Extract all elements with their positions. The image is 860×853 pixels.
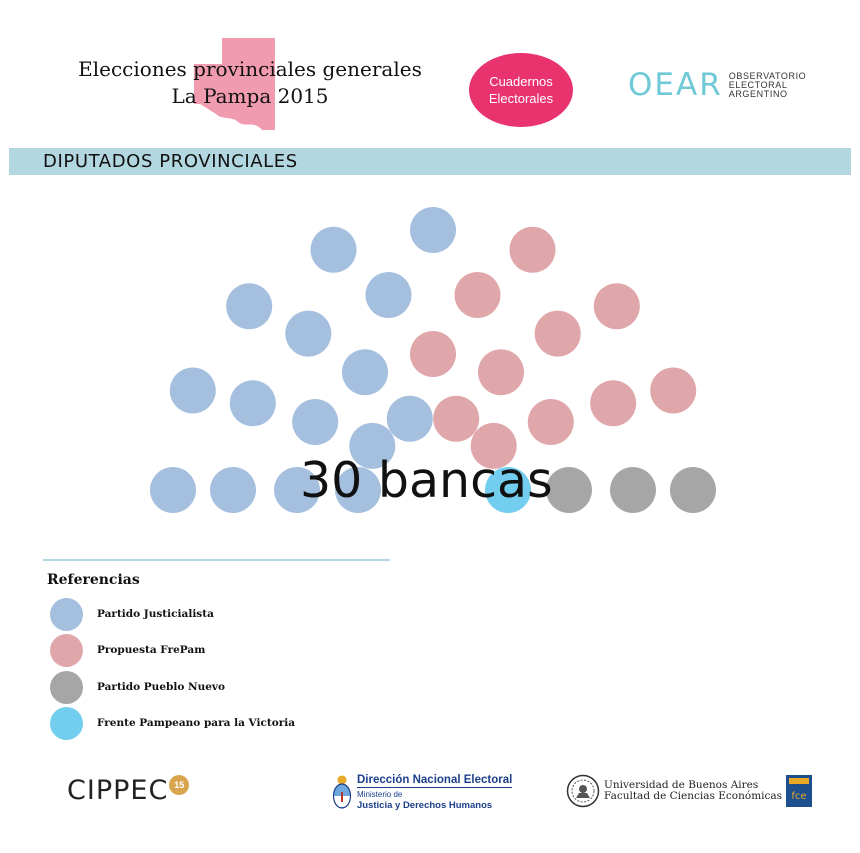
seat-partido-justicialista <box>210 467 256 513</box>
badge-line-1: Cuadernos <box>489 74 553 89</box>
uba-university: Universidad de Buenos Aires <box>604 779 759 791</box>
oear-line-1: OBSERVATORIO <box>728 70 807 81</box>
oear-logo <box>628 68 806 102</box>
legend-divider <box>43 559 390 561</box>
seat-propuesta-frepam <box>510 227 556 273</box>
seat-partido-justicialista <box>342 349 388 395</box>
fce-logo-icon <box>786 775 812 807</box>
legend-swatch <box>50 634 83 667</box>
legend-label: Partido Justicialista <box>97 608 214 620</box>
seat-partido-justicialista <box>230 380 276 426</box>
seat-partido-justicialista <box>170 368 216 414</box>
seat-partido-pueblo-nuevo <box>546 467 592 513</box>
legend-item-frente-pampeano <box>50 706 295 740</box>
seat-propuesta-frepam <box>433 396 479 442</box>
legend-label: Partido Pueblo Nuevo <box>97 681 226 693</box>
seat-propuesta-frepam <box>650 368 696 414</box>
oear-wordmark <box>729 72 807 99</box>
seat-propuesta-frepam <box>528 399 574 445</box>
seat-partido-justicialista <box>285 311 331 357</box>
title-line-2: La Pampa 2015 <box>171 84 329 108</box>
legend-item-partido-pueblo-nuevo <box>50 670 225 704</box>
seat-partido-justicialista <box>410 207 456 253</box>
title-line-1: Elecciones provinciales generales <box>78 57 422 81</box>
legend-label: Frente Pampeano para la Victoria <box>97 717 296 729</box>
dne-title: Dirección Nacional Electoral <box>357 774 513 786</box>
seat-propuesta-frepam <box>535 311 581 357</box>
dne-text <box>357 773 512 811</box>
legend-title: Referencias <box>47 572 140 588</box>
seat-partido-pueblo-nuevo <box>610 467 656 513</box>
uba-text <box>604 780 782 802</box>
oear-line-2: ELECTORAL <box>728 79 788 90</box>
legend-swatch <box>50 707 83 740</box>
badge-line-2: Electorales <box>488 91 554 106</box>
seat-partido-justicialista <box>311 227 357 273</box>
cippec-logo <box>67 773 189 809</box>
seat-propuesta-frepam <box>594 283 640 329</box>
cuadernos-electorales-badge <box>469 53 573 127</box>
seat-partido-justicialista <box>366 272 412 318</box>
dne-ministry-name: Justicia y Derechos Humanos <box>357 800 493 811</box>
seat-propuesta-frepam <box>455 272 501 318</box>
seat-partido-justicialista <box>292 399 338 445</box>
uba-faculty: Facultad de Ciencias Económicas <box>604 790 783 802</box>
page-title <box>60 56 440 110</box>
legend-label: Propuesta FrePam <box>97 644 206 656</box>
oear-line-3: ARGENTINO <box>728 88 788 99</box>
cippec-wordmark: CIPPEC <box>67 775 169 806</box>
legend-swatch <box>50 598 83 631</box>
seat-partido-justicialista <box>150 467 196 513</box>
uba-fce-logo <box>566 774 812 808</box>
section-title: DIPUTADOS PROVINCIALES <box>43 151 298 172</box>
seat-partido-pueblo-nuevo <box>670 467 716 513</box>
oear-mark: OEAR <box>628 67 723 103</box>
seat-propuesta-frepam <box>590 380 636 426</box>
fce-text: fce <box>791 791 807 802</box>
section-banner <box>9 148 851 175</box>
dne-ministry-label: Ministerio de <box>357 790 403 799</box>
legend-item-propuesta-frepam <box>50 633 205 667</box>
seat-propuesta-frepam <box>478 349 524 395</box>
uba-seal-icon <box>566 774 600 808</box>
direccion-nacional-electoral-logo <box>332 773 512 811</box>
seat-partido-justicialista <box>226 283 272 329</box>
total-seats-label: 30 bancas <box>300 452 553 509</box>
legend-item-partido-justicialista <box>50 597 214 631</box>
seat-partido-justicialista <box>387 396 433 442</box>
cippec-anniversary-badge: 15 <box>169 775 189 795</box>
seat-propuesta-frepam <box>410 331 456 377</box>
national-shield-icon <box>332 774 352 810</box>
legend-swatch <box>50 671 83 704</box>
